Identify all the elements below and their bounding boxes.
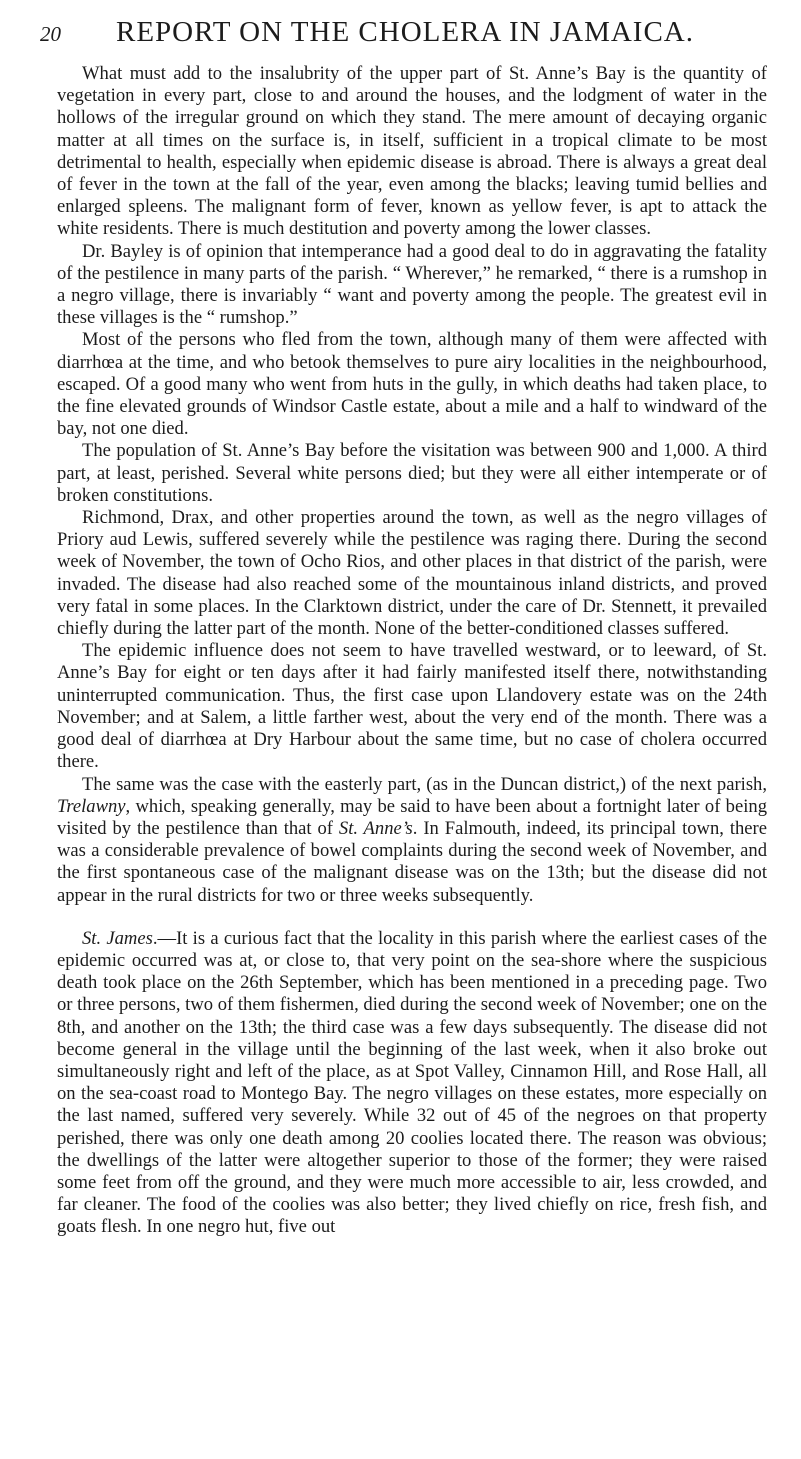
paragraph [57, 774, 767, 907]
italic-text: St. Anne’s [338, 817, 413, 839]
paragraph [57, 440, 767, 507]
paragraph [57, 507, 767, 640]
page-number: 20 [40, 22, 61, 46]
paragraph [57, 63, 767, 241]
text-run: , which, speaking generally, may be said to have been about a fortnight later of being visited by the pestilence than that of [57, 795, 767, 839]
page-header [40, 16, 770, 48]
text-run: The same was the case with the easterly part, (as in the Duncan district,) of the next parish, [82, 773, 767, 795]
paragraph [57, 241, 767, 330]
running-head: REPORT ON THE CHOLERA IN JAMAICA. [116, 16, 694, 48]
italic-text: Trelawny [57, 795, 126, 817]
paragraph [57, 928, 767, 1239]
text-run: . In Falmouth, indeed, its principal town, there was a considerable prevalence of bowel complaints during the second week of November, and the first spontaneous case of the malignant disease was on the 13th; but the disease did not appear in the rural districts for two or three weeks subsequently. [57, 817, 767, 906]
paragraph [57, 640, 767, 773]
text-run: Most of the persons who fled from the town, although many of them were affected with diarrhœa at the time, and who betook themselves to pure airy localities in the neighbourhood, escaped. Of a good many who went from huts in the gully, in which deaths had taken place, to the fine elevated grounds of Windsor Castle estate, about a mile and a half to windward of the bay, not one died. [57, 329, 767, 440]
text-run: Dr. Bayley is of opinion that intemperance had a good deal to do in aggravating the fatality of the pestilence in many parts of the parish. “ Wherever,” he remarked, “ there is a rumshop in a negro village, there is invariably “ want and poverty among the people. The greatest evil in these villages is the “ rumshop.” [57, 240, 767, 329]
body-text [57, 63, 767, 1239]
text-run: The epidemic influence does not seem to have travelled westward, or to leeward, of St. Anne’s Bay for eight or ten days after it had fairly manifested itself there, notwithstanding uninterrupted communication. Thus, the first case upon Llandovery estate was on the 24th November; and at Salem, a little farther west, about the very end of the month. There was a good deal of diarrhœa at Dry Harbour about the same time, but no case of cholera occurred there. [57, 640, 767, 773]
italic-text: St. James [82, 927, 153, 949]
text-run: Richmond, Drax, and other properties around the town, as well as the negro villages of Priory aud Lewis, suffered severely while the pestilence was raging there. During the second week of November, the town of Ocho Rios, and other places in that district of the parish, were invaded. The disease had also reached some of the mountainous inland districts, and proved very fatal in some places. In the Clarktown district, under the care of Dr. Stennett, it prevailed chiefly during the latter part of the month. None of the better-conditioned classes suffered. [57, 507, 767, 640]
text-run: What must add to the insalubrity of the upper part of St. Anne’s Bay is the quantity of vegetation in every part, close to and around the houses, and the lodgment of water in the hollows of the irregular ground on which they stand. The mere amount of decaying organic matter at all times on the surface is, in itself, sufficient in a tropical climate to be most detrimental to health, especially when epidemic disease is abroad. There is always a great deal of fever in the town at the fall of the year, even among the blacks; leaving tumid bellies and enlarged spleens. The malignant form of fever, known as yellow fever, is apt to attack the white residents. There is much destitution and poverty among the lower classes. [57, 63, 767, 240]
paragraph [57, 329, 767, 440]
text-run: .—It is a curious fact that the locality in this parish where the earliest cases of the epidemic occurred was at, or close to, that very point on the sea-shore where the suspicious death took place on the 26th September, which has been mentioned in a preceding page. Two or three persons, two of them fishermen, died during the second week of November; one on the 8th, and another on the 13th; the third case was a few days subsequently. The disease did not become general in the village until the beginning of the last week, when it also broke out simultaneously right and left of the place, as at Spot Valley, Cinnamon Hill, and Rose Hall, all on the sea-coast road to Montego Bay. The negro villages on these estates, more especially on the last named, suffered very severely. While 32 out of 45 of the negroes on that property perished, there was only one death among 20 coolies located there. The reason was obvious; the dwellings of the latter were altogether superior to those of the former; they were raised some feet from off the ground, and they were much more accessible to air, less crowded, and far cleaner. The food of the coolies was also better; they lived chiefly on rice, fresh fish, and goats flesh. In one negro hut, five out [57, 927, 767, 1238]
text-run: The population of St. Anne’s Bay before the visitation was between 900 and 1,000. A third part, at least, perished. Several white persons died; but they were all either intemperate or of broken constitutions. [57, 440, 767, 506]
